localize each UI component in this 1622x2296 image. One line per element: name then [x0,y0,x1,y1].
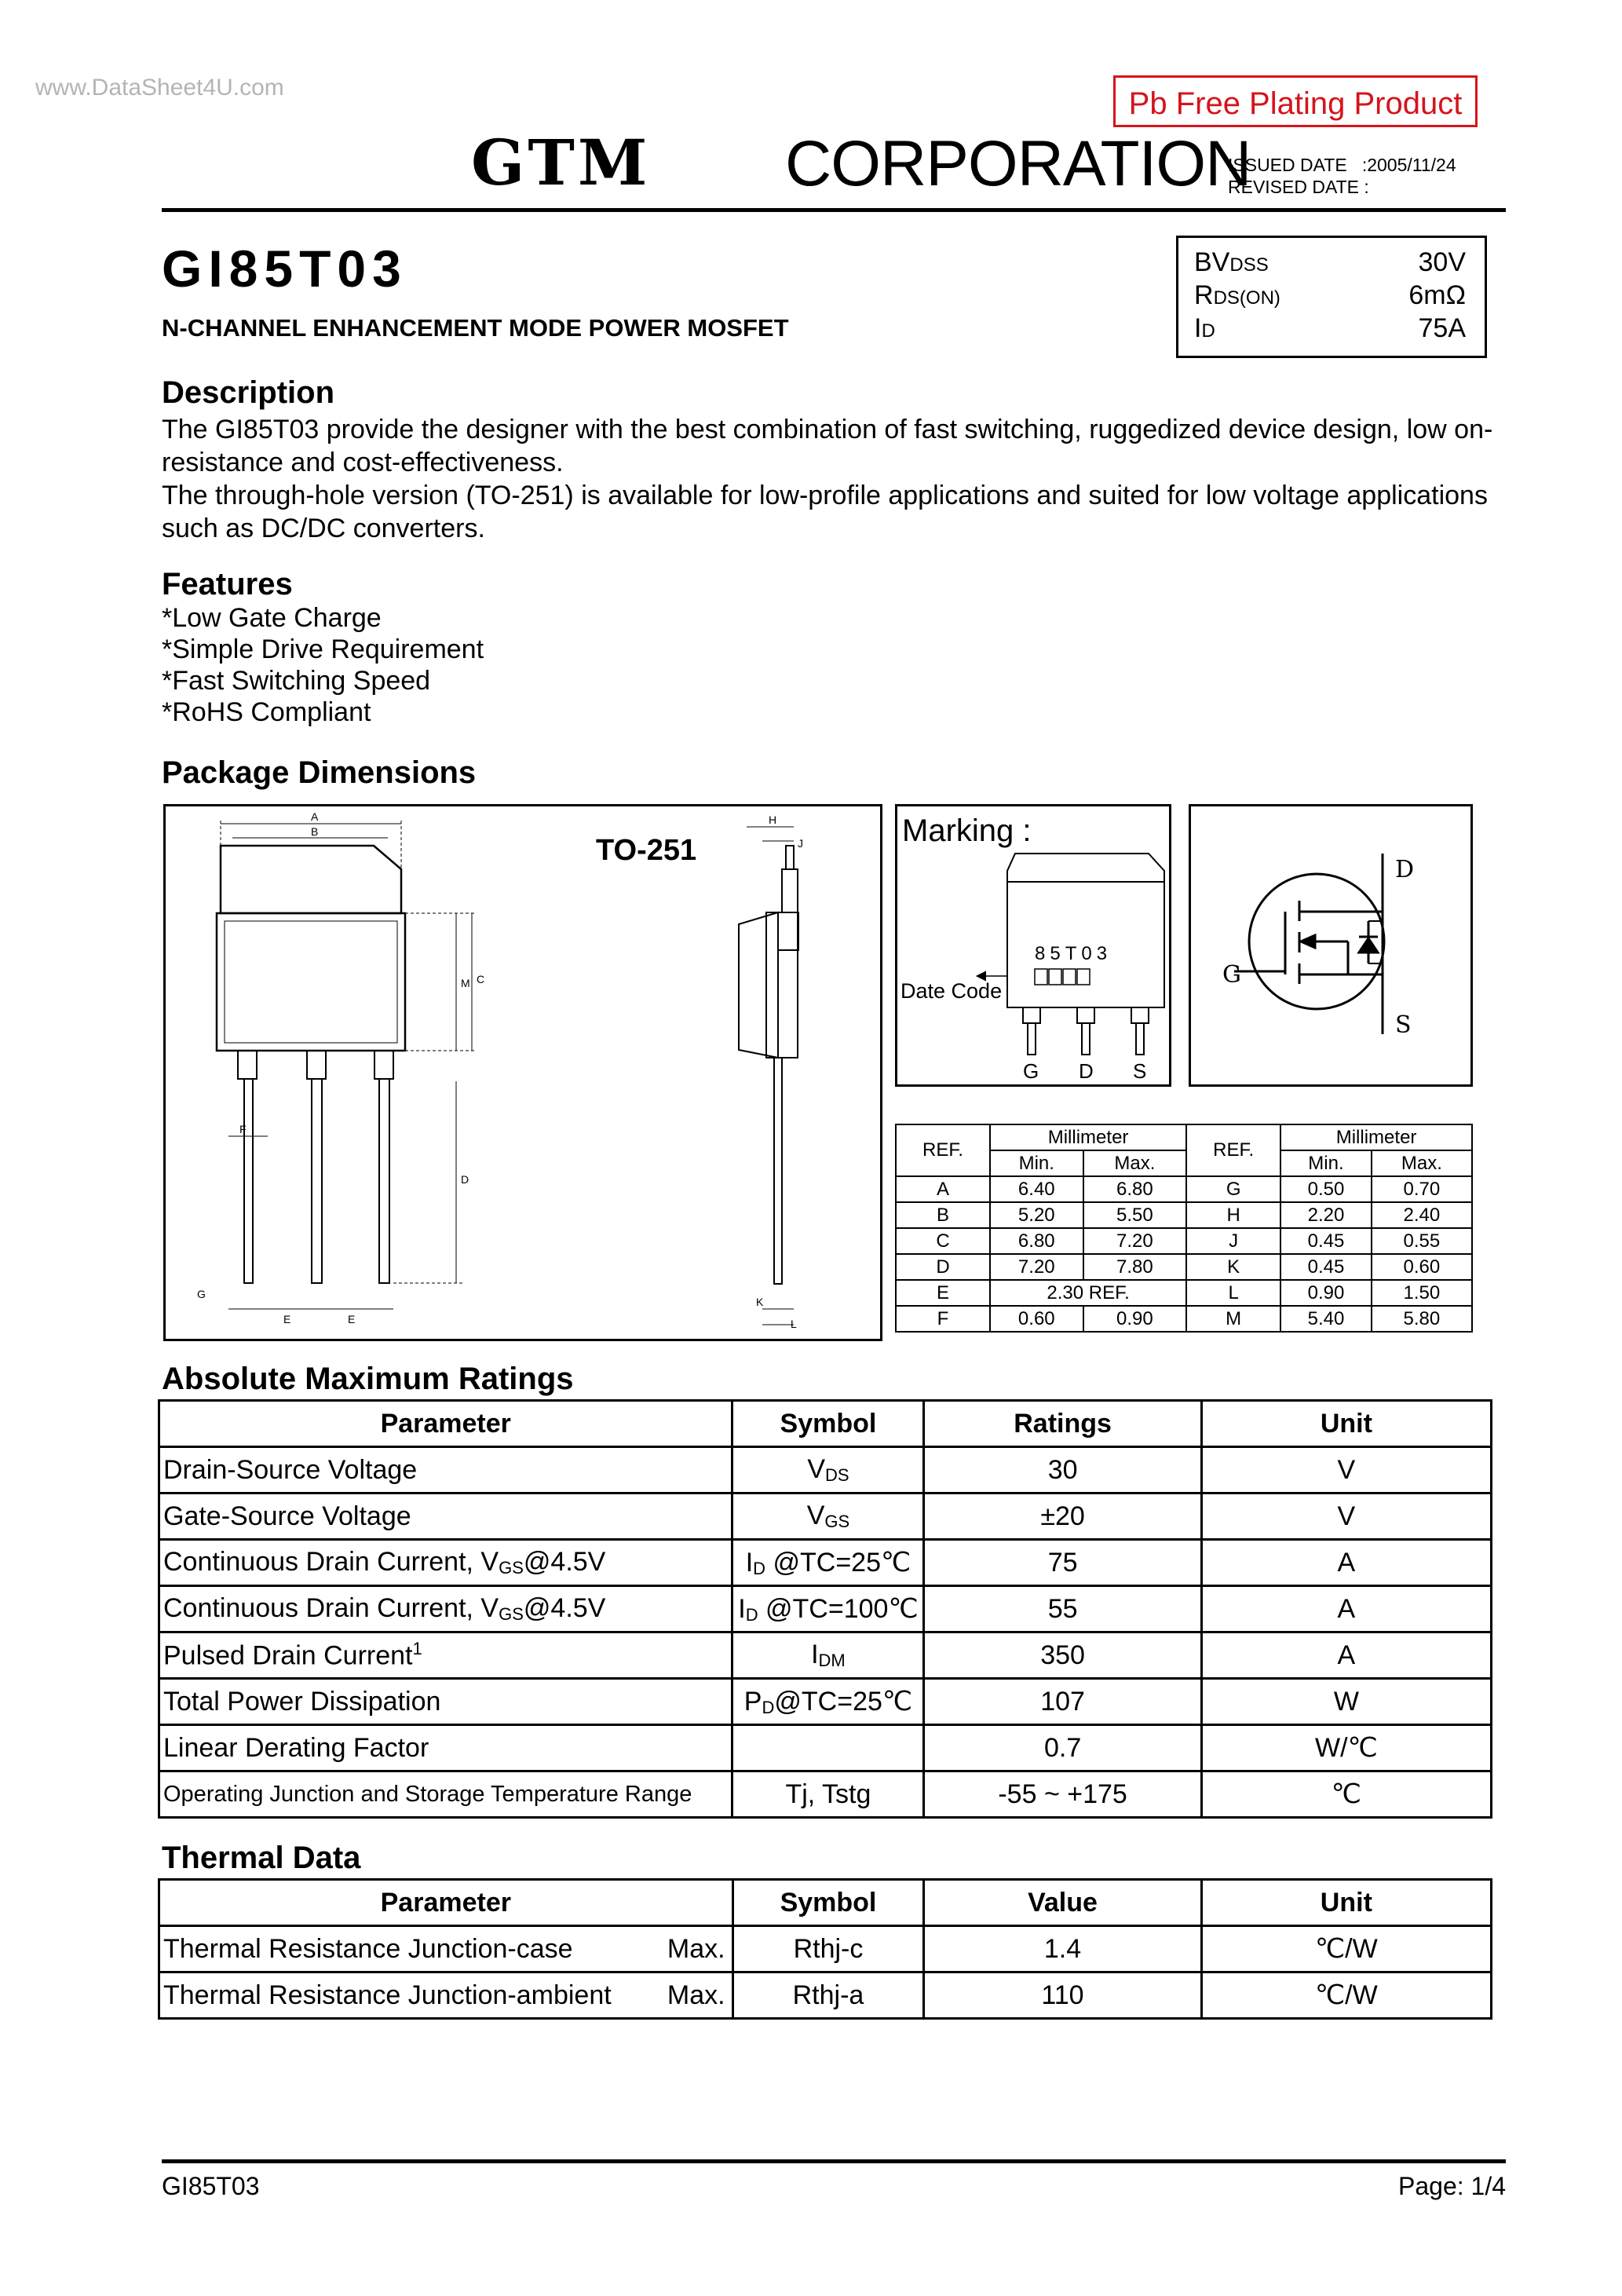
dim-min: 0.45 [1280,1228,1372,1254]
issued-date-value: :2005/11/24 [1361,155,1456,175]
thermal-table [158,1878,1492,2020]
abs-max-table [158,1399,1492,1819]
package-drawing-box [163,804,882,1341]
table-row [159,1771,1492,1818]
table-row [896,1176,1472,1202]
table-row [159,1586,1492,1632]
rating-cell: ±20 [924,1493,1201,1540]
param-cell: Pulsed Drain Current$^1$ [159,1632,732,1679]
unit-cell: ℃ [1201,1771,1491,1818]
dim-min: 0.50 [1280,1176,1372,1202]
dim-ref-header: REF. [1186,1124,1280,1176]
mosfet-symbol-icon [1191,806,1470,1084]
dim-ref: G [1186,1176,1280,1202]
param-cell: Operating Junction and Storage Temperature Range [159,1771,732,1818]
pb-free-badge: Pb Free Plating Product [1113,75,1478,127]
dim-max: 2.40 [1372,1202,1472,1228]
package-type-label: TO-251 [596,834,697,867]
dim-min: 5.40 [1280,1306,1372,1332]
table-row [159,1632,1492,1679]
key-specs-box [1176,236,1487,358]
thermal-heading: Thermal Data [162,1841,361,1875]
dim-unit-header: Millimeter [990,1124,1186,1150]
dim-label: J [798,837,803,850]
dim-label: B [311,825,319,838]
date-code-label: Date Code [901,979,1003,1003]
dimension-table [895,1124,1473,1333]
dim-ref: B [896,1202,990,1228]
dim-ref-header: REF. [896,1124,990,1176]
spec-symbol: I [1194,313,1202,343]
param-cell: Drain-Source Voltage [159,1447,732,1493]
watermark: www.DataSheet4U.com [35,75,284,101]
symbol-cell: $V_{DS}$ [732,1447,924,1493]
feature-item: *Simple Drive Requirement [162,634,484,664]
symbol-drain-label: D [1395,856,1415,883]
value-cell: 110 [924,1972,1201,2019]
spec-symbol-sub: DSS [1229,254,1269,276]
table-row [159,1540,1492,1586]
table-row [159,1447,1492,1493]
table-row [896,1202,1472,1228]
dim-min: 0.60 [990,1306,1083,1332]
symbol-cell: Rthj-c [732,1926,924,1972]
unit-cell: A [1201,1586,1491,1632]
table-row [159,1725,1492,1771]
unit-cell: ℃/W [1201,1926,1491,1972]
dim-ref: J [1186,1228,1280,1254]
unit-cell: V [1201,1493,1491,1540]
value-cell: 1.4 [924,1926,1201,1972]
pin-label-gate: G [1023,1059,1039,1083]
col-header: Unit [1201,1401,1491,1447]
table-row [896,1280,1472,1306]
package-outline-drawing [166,806,880,1339]
dim-max: 7.80 [1083,1254,1187,1280]
table-row [896,1306,1472,1332]
dim-ref: K [1186,1254,1280,1280]
dim-label: G [197,1288,206,1300]
table-row [159,1972,1492,2019]
description-text [162,413,1496,545]
spec-symbol-sub: DS(ON) [1213,287,1280,309]
param-cell: Gate-Source Voltage [159,1493,732,1540]
rating-cell: 55 [924,1586,1201,1632]
symbol-gate-label: G [1222,961,1241,989]
table-row [159,1493,1492,1540]
symbol-cell: $I_D$ @TC=25℃ [732,1540,924,1586]
dim-ref: E [896,1280,990,1306]
dim-min: 6.80 [990,1228,1083,1254]
dim-label: A [311,810,319,823]
dim-label: D [461,1173,469,1186]
table-row [896,1228,1472,1254]
dim-max: 7.20 [1083,1228,1187,1254]
marking-drawing [897,806,1169,1084]
dim-label: K [756,1296,764,1308]
pin-label-drain: D [1079,1059,1094,1083]
dim-max: 0.70 [1372,1176,1472,1202]
dim-label: C [477,973,485,985]
dim-max-header: Max. [1372,1150,1472,1176]
company-logo: GTM [471,126,651,199]
col-header: Parameter [159,1401,732,1447]
param-cell: Thermal Resistance Junction-ambient Max. [159,1972,733,2019]
rating-cell: -55 ~ +175 [924,1771,1201,1818]
dates-block [1228,154,1456,198]
unit-cell: A [1201,1632,1491,1679]
param-cell: Total Power Dissipation [159,1679,732,1725]
spec-symbol: R [1194,280,1214,310]
dim-ref: F [896,1306,990,1332]
param-cell: Linear Derating Factor [159,1725,732,1771]
key-spec-row [1194,280,1466,312]
dim-ref: H [1186,1202,1280,1228]
features-list [162,602,484,728]
param-cell: Continuous Drain Current, $V_{GS}@4.5V$ [159,1540,732,1586]
dim-min: 6.40 [990,1176,1083,1202]
dim-max: 6.80 [1083,1176,1187,1202]
rating-cell: 350 [924,1632,1201,1679]
table-row [896,1254,1472,1280]
unit-cell: W/℃ [1201,1725,1491,1771]
dim-label: E [283,1313,291,1325]
dim-max: 5.50 [1083,1202,1187,1228]
unit-cell: V [1201,1447,1491,1493]
rating-cell: 0.7 [924,1725,1201,1771]
footer-page-number: Page: 1/4 [1398,2172,1506,2200]
package-heading: Package Dimensions [162,755,477,790]
spec-value: 75A [1418,313,1466,343]
dim-label: M [461,977,470,989]
key-spec-row [1194,313,1466,345]
mosfet-symbol-box [1189,804,1473,1087]
dim-label: H [769,813,777,826]
revised-date-label: REVISED DATE : [1228,177,1369,197]
dim-min: 5.20 [990,1202,1083,1228]
rating-cell: 30 [924,1447,1201,1493]
param-cell: Thermal Resistance Junction-case Max. [159,1926,733,1972]
spec-symbol: BV [1194,247,1230,277]
dim-min: 2.20 [1280,1202,1372,1228]
key-spec-row [1194,247,1466,279]
footer-rule [162,2159,1506,2163]
dim-min: 0.90 [1280,1280,1372,1306]
footer-part-number: GI85T03 [162,2172,260,2200]
symbol-cell: $I_D$ @TC=100℃ [732,1586,924,1632]
unit-cell: W [1201,1679,1491,1725]
description-para-2: The through-hole version (TO-251) is available for low-profile applications and suited for low voltage applications such as DC/DC converters. [162,481,1488,543]
feature-item: *Fast Switching Speed [162,666,431,696]
symbol-cell: $I_{DM}$ [732,1632,924,1679]
table-row [159,1926,1492,1972]
param-cell: Continuous Drain Current, $V_{GS}@4.5V$ [159,1586,732,1632]
feature-item: *RoHS Compliant [162,697,371,727]
device-subtitle: N-CHANNEL ENHANCEMENT MODE POWER MOSFET [162,314,789,342]
rating-cell: 107 [924,1679,1201,1725]
dim-ref: A [896,1176,990,1202]
description-para-1: The GI85T03 provide the designer with the best combination of fast switching, ruggedized device design, low on-resistance and cost-effectiveness. [162,415,1493,477]
unit-cell: ℃/W [1201,1972,1491,2019]
dim-min-header: Min. [1280,1150,1372,1176]
dim-min-header: Min. [990,1150,1083,1176]
symbol-cell [732,1725,924,1771]
company-word: CORPORATION [785,128,1251,199]
spec-value: 30V [1418,247,1466,277]
dim-unit-header: Millimeter [1280,1124,1472,1150]
dim-label: L [791,1318,797,1330]
marking-code: 85T03 [1035,943,1112,964]
issued-date-label: ISSUED DATE [1228,155,1347,175]
col-header: Ratings [924,1401,1201,1447]
symbol-cell: Tj, Tstg [732,1771,924,1818]
symbol-source-label: S [1395,1011,1412,1039]
dim-label: F [239,1123,247,1135]
marking-label: Marking : [902,813,1032,848]
unit-cell: A [1201,1540,1491,1586]
dim-max: 0.90 [1083,1306,1187,1332]
dim-label: E [348,1313,356,1325]
col-header: Value [924,1880,1201,1926]
dim-ref: M [1186,1306,1280,1332]
dim-max: 5.80 [1372,1306,1472,1332]
spec-value: 6mΩ [1408,280,1466,310]
dim-ref: L [1186,1280,1280,1306]
dim-ref: C [896,1228,990,1254]
abs-max-heading: Absolute Maximum Ratings [162,1362,574,1396]
dim-max: 1.50 [1372,1280,1472,1306]
dim-max-header: Max. [1083,1150,1187,1176]
feature-item: *Low Gate Charge [162,603,382,633]
features-heading: Features [162,567,293,601]
dim-ref: D [896,1254,990,1280]
symbol-cell: $P_D@TC=25℃$ [732,1679,924,1725]
marking-box [895,804,1171,1087]
part-number: GI85T03 [162,239,407,298]
symbol-cell: Rthj-a [732,1972,924,2019]
table-row [159,1679,1492,1725]
col-header: Unit [1201,1880,1491,1926]
rating-cell: 75 [924,1540,1201,1586]
header-rule [162,208,1506,212]
dim-max: 0.55 [1372,1228,1472,1254]
symbol-cell: $V_{GS}$ [732,1493,924,1540]
col-header: Symbol [732,1401,924,1447]
dim-max: 0.60 [1372,1254,1472,1280]
dim-min: 0.45 [1280,1254,1372,1280]
col-header: Parameter [159,1880,733,1926]
dim-min: 7.20 [990,1254,1083,1280]
dim-span: 2.30 REF. [990,1280,1186,1306]
description-heading: Description [162,375,335,410]
col-header: Symbol [732,1880,924,1926]
spec-symbol-sub: D [1201,320,1215,342]
pin-label-source: S [1133,1059,1147,1083]
